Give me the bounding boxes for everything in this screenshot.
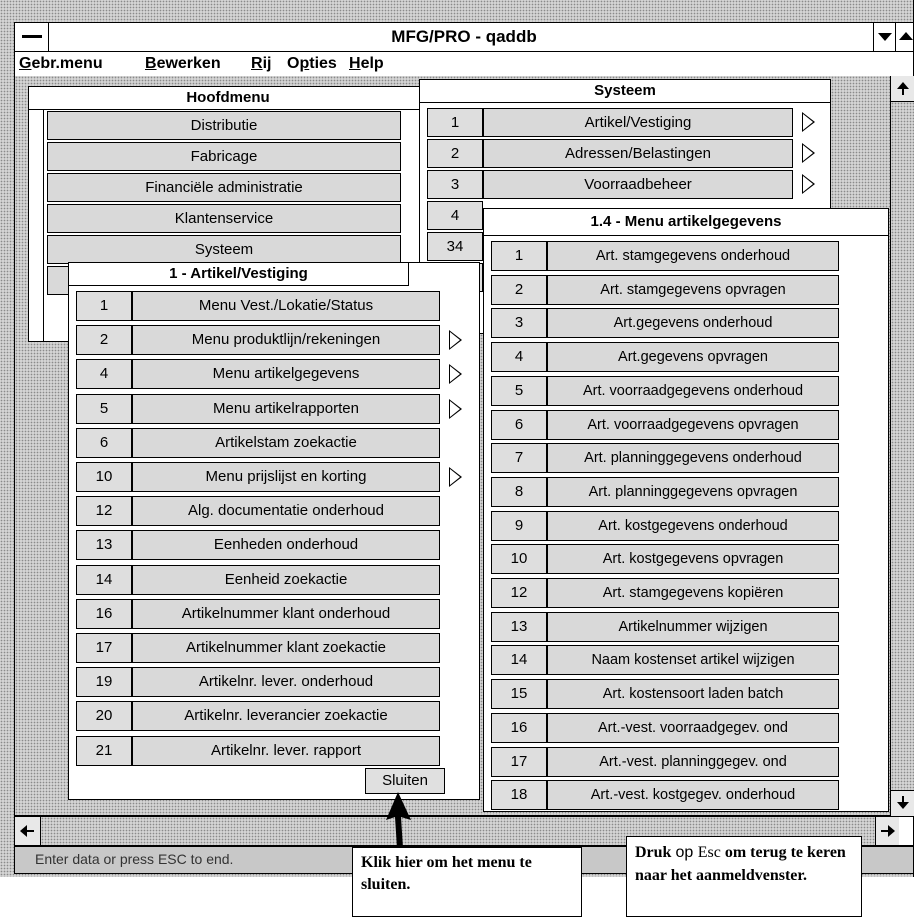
esc-after: om terug te keren naar het aanmeldvenster.	[635, 844, 846, 884]
artikel-vestiging-item[interactable]: Menu produktlijn/rekeningen	[132, 325, 440, 355]
menu-opties[interactable]: Opties	[287, 55, 337, 72]
esc-key: Esc	[697, 844, 721, 861]
artikelgegevens-item[interactable]: Art. voorraadgegevens onderhoud	[547, 376, 839, 406]
artikelgegevens-item[interactable]: Art.gegevens opvragen	[547, 342, 839, 372]
artikel-vestiging-number[interactable]: 10	[76, 462, 132, 492]
artikelgegevens-item[interactable]: Art. kostensoort laden batch	[547, 679, 839, 709]
artikelgegevens-number[interactable]: 6	[491, 410, 547, 440]
submenu-arrow-fill	[450, 332, 460, 348]
artikelgegevens-title: 1.4 - Menu artikelgegevens	[484, 209, 888, 236]
hoofdmenu-item[interactable]: Fabricage	[47, 142, 401, 171]
artikelgegevens-item[interactable]: Art. stamgegevens kopiëren	[547, 578, 839, 608]
artikelgegevens-number[interactable]: 13	[491, 612, 547, 642]
menu-bar	[14, 52, 914, 76]
scroll-left-arrow-icon[interactable]	[15, 817, 41, 845]
artikelgegevens-number[interactable]: 7	[491, 443, 547, 473]
artikel-vestiging-number[interactable]: 17	[76, 633, 132, 663]
artikelgegevens-number[interactable]: 9	[491, 511, 547, 541]
menu-rij[interactable]: Rij	[251, 55, 272, 72]
scroll-down-arrow-icon[interactable]	[891, 790, 914, 816]
artikelgegevens-item[interactable]: Artikelnummer wijzigen	[547, 612, 839, 642]
artikel-vestiging-item[interactable]: Eenheden onderhoud	[132, 530, 440, 560]
artikel-vestiging-title: 1 - Artikel/Vestiging	[69, 263, 409, 286]
artikel-vestiging-number[interactable]: 20	[76, 701, 132, 731]
artikel-vestiging-item[interactable]: Artikelnr. lever. onderhoud	[132, 667, 440, 697]
artikelgegevens-number[interactable]: 1	[491, 241, 547, 271]
artikel-vestiging-item[interactable]: Menu Vest./Lokatie/Status	[132, 291, 440, 321]
close-callout	[352, 847, 582, 917]
artikel-vestiging-number[interactable]: 21	[76, 736, 132, 766]
artikel-vestiging-number[interactable]: 5	[76, 394, 132, 424]
submenu-arrow-icon	[449, 467, 463, 487]
sluiten-button[interactable]: Sluiten	[365, 768, 445, 794]
systeem-item-number[interactable]: 3	[427, 170, 483, 199]
artikelgegevens-number[interactable]: 17	[491, 747, 547, 777]
triangle-up-icon[interactable]	[895, 23, 914, 51]
artikel-vestiging-item[interactable]: Artikelnummer klant onderhoud	[132, 599, 440, 629]
artikelgegevens-number[interactable]: 18	[491, 780, 547, 810]
submenu-arrow-fill	[450, 366, 460, 382]
artikelgegevens-item[interactable]: Art.-vest. planninggegev. ond	[547, 747, 839, 777]
artikelgegevens-number[interactable]: 8	[491, 477, 547, 507]
window-title: MFG/PRO - qaddb	[391, 27, 537, 46]
artikel-vestiging-item[interactable]: Alg. documentatie onderhoud	[132, 496, 440, 526]
artikelgegevens-item[interactable]: Art. stamgegevens opvragen	[547, 275, 839, 305]
artikelgegevens-item[interactable]: Naam kostenset artikel wijzigen	[547, 645, 839, 675]
hoofdmenu-item[interactable]: Financiële administratie	[47, 173, 401, 202]
systeem-title: Systeem	[420, 80, 830, 103]
artikelgegevens-number[interactable]: 16	[491, 713, 547, 743]
artikel-vestiging-item[interactable]: Artikelnr. leverancier zoekactie	[132, 701, 440, 731]
artikelgegevens-number[interactable]: 12	[491, 578, 547, 608]
artikelgegevens-item[interactable]: Art. planninggegevens onderhoud	[547, 443, 839, 473]
systeem-item[interactable]: Adressen/Belastingen	[483, 139, 793, 168]
systeem-item-number[interactable]: 34	[427, 232, 483, 261]
submenu-arrow-fill	[803, 145, 813, 161]
artikelgegevens-number[interactable]: 10	[491, 544, 547, 574]
submenu-arrow-fill	[803, 176, 813, 192]
artikelgegevens-item[interactable]: Art.-vest. voorraadgegev. ond	[547, 713, 839, 743]
status-text: Enter data or press ESC to end.	[35, 851, 234, 867]
artikel-vestiging-number[interactable]: 1	[76, 291, 132, 321]
submenu-arrow-icon	[449, 364, 463, 384]
hoofdmenu-item[interactable]: Distributie	[47, 111, 401, 140]
artikelgegevens-item[interactable]: Art.gegevens onderhoud	[547, 308, 839, 338]
artikel-vestiging-number[interactable]: 12	[76, 496, 132, 526]
artikelgegevens-number[interactable]: 2	[491, 275, 547, 305]
esc-op: op	[675, 844, 698, 861]
scroll-right-arrow-icon[interactable]	[875, 817, 899, 845]
artikelgegevens-panel	[483, 208, 889, 812]
systeem-item-number[interactable]: 4	[427, 201, 483, 230]
artikel-vestiging-item[interactable]: Artikelnummer klant zoekactie	[132, 633, 440, 663]
scroll-up-arrow-icon[interactable]	[891, 76, 914, 102]
artikelgegevens-item[interactable]: Art. voorraadgegevens opvragen	[547, 410, 839, 440]
mouse-pointer-icon	[384, 790, 420, 850]
systeem-item[interactable]: Voorraadbeheer	[483, 170, 793, 199]
hoofdmenu-item[interactable]: Systeem	[47, 235, 401, 264]
submenu-arrow-fill	[450, 401, 460, 417]
artikel-vestiging-number[interactable]: 16	[76, 599, 132, 629]
artikel-vestiging-panel	[68, 262, 480, 800]
hoofdmenu-item[interactable]: Klantenservice	[47, 204, 401, 233]
artikel-vestiging-number[interactable]: 19	[76, 667, 132, 697]
submenu-arrow-icon	[449, 330, 463, 350]
triangle-down-icon[interactable]	[873, 23, 895, 51]
submenu-arrow-icon	[449, 399, 463, 419]
artikelgegevens-item[interactable]: Art. kostgegevens opvragen	[547, 544, 839, 574]
submenu-arrow-fill	[803, 114, 813, 130]
artikelgegevens-number[interactable]: 4	[491, 342, 547, 372]
artikelgegevens-item[interactable]: Art. planninggegevens opvragen	[547, 477, 839, 507]
artikelgegevens-item[interactable]: Art.-vest. kostgegev. onderhoud	[547, 780, 839, 810]
artikel-vestiging-item[interactable]: Artikelstam zoekactie	[132, 428, 440, 458]
artikelgegevens-number[interactable]: 14	[491, 645, 547, 675]
artikelgegevens-item[interactable]: Art. kostgegevens onderhoud	[547, 511, 839, 541]
artikel-vestiging-number[interactable]: 13	[76, 530, 132, 560]
vertical-scrollbar[interactable]	[890, 76, 914, 816]
esc-callout	[626, 836, 862, 917]
artikel-vestiging-item[interactable]: Menu artikelgegevens	[132, 359, 440, 389]
artikelgegevens-number[interactable]: 15	[491, 679, 547, 709]
artikelgegevens-item[interactable]: Art. stamgegevens onderhoud	[547, 241, 839, 271]
artikelgegevens-number[interactable]: 3	[491, 308, 547, 338]
artikel-vestiging-number[interactable]: 14	[76, 565, 132, 595]
menu-gebr[interactable]: Gebr.menu	[19, 55, 103, 72]
artikelgegevens-number[interactable]: 5	[491, 376, 547, 406]
systeem-item-number[interactable]: 2	[427, 139, 483, 168]
artikel-vestiging-item[interactable]: Artikelnr. lever. rapport	[132, 736, 440, 766]
close-callout-text: Klik hier om het menu te sluiten.	[361, 854, 532, 893]
esc-before: Druk	[635, 844, 676, 861]
title-bar	[14, 22, 914, 52]
artikel-vestiging-item[interactable]: Menu prijslijst en korting	[132, 462, 440, 492]
menu-bewerken[interactable]: Bewerken	[145, 55, 221, 72]
submenu-arrow-fill	[450, 469, 460, 485]
menu-help[interactable]: Help	[349, 55, 384, 72]
hoofdmenu-title: Hoofdmenu	[29, 87, 427, 110]
minus-icon[interactable]	[15, 23, 49, 51]
systeem-item-number[interactable]: 1	[427, 108, 483, 137]
submenu-arrow-icon	[802, 112, 816, 132]
systeem-item[interactable]: Artikel/Vestiging	[483, 108, 793, 137]
artikel-vestiging-number[interactable]: 4	[76, 359, 132, 389]
artikel-vestiging-item[interactable]: Eenheid zoekactie	[132, 565, 440, 595]
artikel-vestiging-number[interactable]: 6	[76, 428, 132, 458]
submenu-arrow-icon	[802, 143, 816, 163]
artikel-vestiging-number[interactable]: 2	[76, 325, 132, 355]
submenu-arrow-icon	[802, 174, 816, 194]
artikel-vestiging-item[interactable]: Menu artikelrapporten	[132, 394, 440, 424]
